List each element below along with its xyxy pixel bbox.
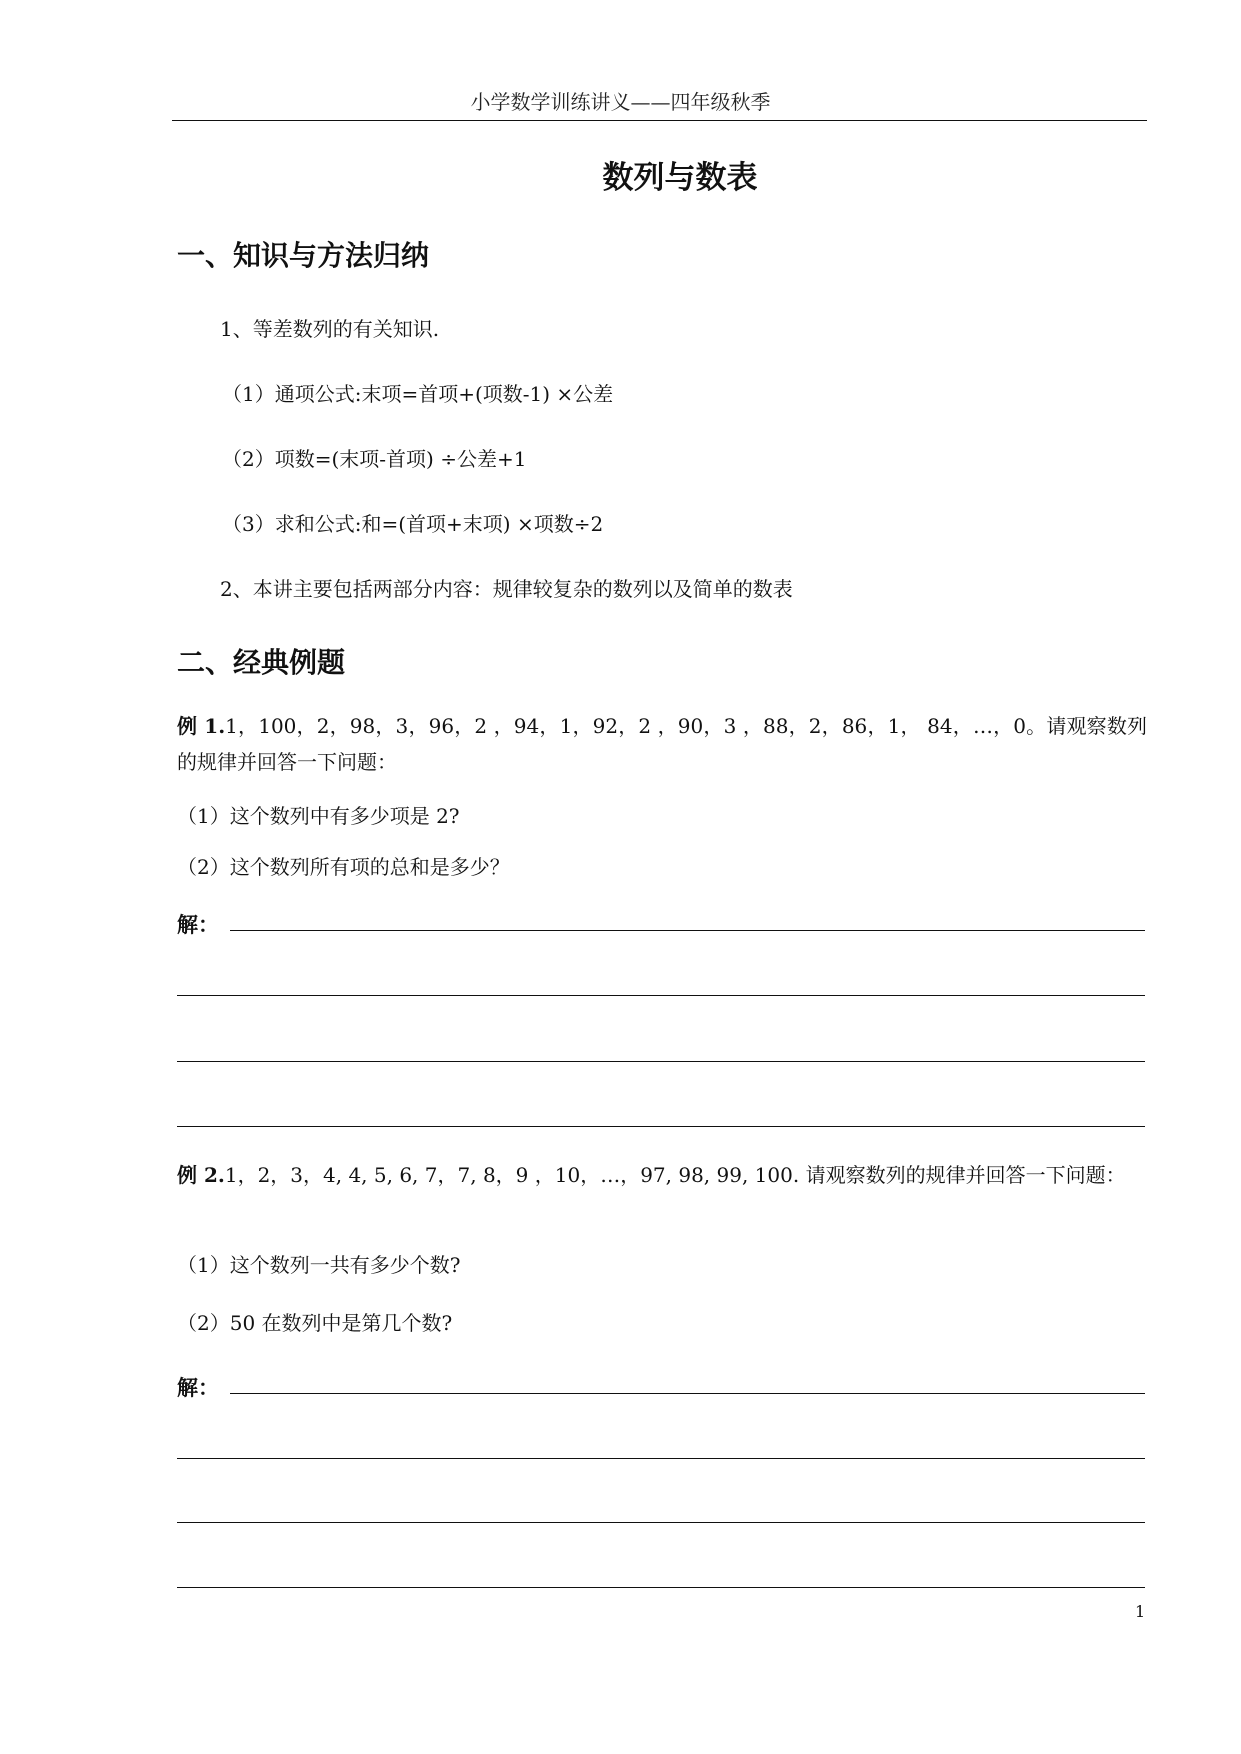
running-header: 小学数学训练讲义——四年级秋季	[470, 90, 771, 114]
formula-general-term: （1）通项公式:末项=首项+(项数-1) ×公差	[222, 382, 614, 406]
section-heading-examples: 二、经典例题	[177, 646, 346, 679]
section-heading-knowledge: 一、知识与方法归纳	[177, 239, 430, 272]
example-1-question-1: （1）这个数列中有多少项是 2?	[177, 804, 460, 828]
formula-term-count: （2）项数=(末项-首项) ÷公差+1	[222, 447, 527, 471]
example-1-answer-line-1[interactable]	[230, 930, 1145, 931]
knowledge-item-2: 2、本讲主要包括两部分内容：规律较复杂的数列以及简单的数表	[220, 577, 793, 601]
example-1-text: 1，100，2，98，3，96，2 ，94，1，92，2 ，90，3 ，88，2，86，1， 84，…，0。请观察数列的规律并回答一下问题：	[177, 714, 1147, 774]
header-rule	[172, 120, 1147, 121]
example-1-label: 例 1.	[177, 714, 226, 738]
example-1-statement	[177, 708, 1147, 780]
formula-sum: （3）求和公式:和=(首项+末项) ×项数÷2	[222, 512, 604, 536]
example-2-answer-line-1[interactable]	[230, 1393, 1145, 1394]
example-2-answer-line-2[interactable]	[177, 1458, 1145, 1459]
knowledge-item-1: 1、等差数列的有关知识.	[220, 317, 440, 341]
example-1-answer-line-3[interactable]	[177, 1061, 1145, 1062]
example-2-question-2: （2）50 在数列中是第几个数?	[177, 1311, 453, 1335]
example-1-answer-line-4[interactable]	[177, 1126, 1145, 1127]
example-2-text: 1，2，3，4, 4, 5, 6, 7，7, 8，9 ，10，…，97, 98, 99, 100. 请观察数列的规律并回答一下问题：	[224, 1163, 1126, 1187]
example-2-label: 例 2.	[177, 1163, 225, 1187]
page-number: 1	[1135, 1602, 1146, 1621]
example-1-answer-line-2[interactable]	[177, 995, 1145, 996]
example-2-answer-label: 解：	[177, 1376, 219, 1400]
document-title: 数列与数表	[602, 160, 758, 196]
example-2-answer-line-4[interactable]	[177, 1587, 1145, 1588]
example-2-question-1: （1）这个数列一共有多少个数?	[177, 1253, 461, 1277]
example-1-question-2: （2）这个数列所有项的总和是多少？	[177, 855, 510, 879]
example-2-answer-line-3[interactable]	[177, 1522, 1145, 1523]
example-1-answer-label: 解：	[177, 913, 219, 937]
example-2-statement	[177, 1157, 1147, 1193]
